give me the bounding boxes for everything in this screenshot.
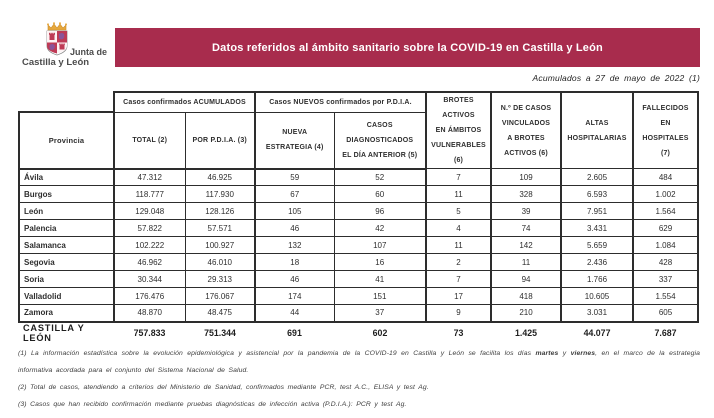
value-cell: 757.833 xyxy=(133,327,166,338)
value-cell: 46.010 xyxy=(185,254,255,271)
header-line: ACTIVOS xyxy=(442,112,475,119)
header-line: HOSPITALARIAS xyxy=(567,134,627,142)
accumulated-date-note: Acumulados a 27 de mayo de 2022 (1) xyxy=(532,73,700,83)
value-cell: 132 xyxy=(255,237,334,254)
header-line: NUEVA xyxy=(282,129,308,137)
value-cell: 751.344 xyxy=(204,327,236,338)
value-cell: 629 xyxy=(633,220,698,237)
group-header-row xyxy=(19,92,698,112)
header-line: FALLECIDOS xyxy=(642,104,689,112)
value-cell: 210 xyxy=(491,305,561,322)
value-cell: 602 xyxy=(372,327,388,338)
col-header-nueva-estrategia xyxy=(255,112,334,168)
value-cell: 128.126 xyxy=(185,203,255,220)
value-cell: 9 xyxy=(426,305,491,322)
value-cell: 7 xyxy=(426,271,491,288)
value-cell: 337 xyxy=(633,271,698,288)
value-cell: 428 xyxy=(633,254,698,271)
col-header-altas-hospitalarias xyxy=(561,92,633,169)
value-cell: 18 xyxy=(255,254,334,271)
col-header-casos-vinculados xyxy=(491,92,561,169)
value-cell: 11 xyxy=(491,254,561,271)
value-cell: 2 xyxy=(426,254,491,271)
corner-spacer xyxy=(19,92,114,112)
table-row xyxy=(19,169,698,186)
table-body xyxy=(19,169,698,343)
value-cell: 48.475 xyxy=(185,305,255,322)
value-cell: 2.436 xyxy=(561,254,633,271)
value-cell: 6.593 xyxy=(561,186,633,203)
value-cell: 1.002 xyxy=(633,186,698,203)
province-name: Soria xyxy=(19,271,114,288)
value-cell: 109 xyxy=(491,169,561,186)
value-cell: 605 xyxy=(633,305,698,322)
province-name: Segovia xyxy=(19,254,114,271)
value-cell: 47.312 xyxy=(114,169,185,186)
table-row xyxy=(19,237,698,254)
province-name: Ávila xyxy=(19,169,114,186)
province-name: Salamanca xyxy=(19,237,114,254)
value-cell: 7.687 xyxy=(654,327,677,338)
value-cell: 44.077 xyxy=(583,327,611,338)
covid-data-table xyxy=(18,91,700,343)
province-name: Zamora xyxy=(19,305,114,322)
header-line: DIAGNOSTICADOS xyxy=(346,136,414,144)
value-cell: 142 xyxy=(491,237,561,254)
footnote-bold-viernes: viernes xyxy=(570,350,596,357)
value-cell: 46.962 xyxy=(114,254,185,271)
value-cell: 3.031 xyxy=(561,305,633,322)
value-cell: 48.870 xyxy=(114,305,185,322)
province-name: Valladolid xyxy=(19,288,114,305)
footnotes xyxy=(18,345,700,413)
value-cell: 59 xyxy=(255,169,334,186)
value-cell: 10.605 xyxy=(561,288,633,305)
value-cell: 1.554 xyxy=(633,288,698,305)
value-cell: 46.925 xyxy=(185,169,255,186)
value-cell: 174 xyxy=(255,288,334,305)
table-row xyxy=(19,186,698,203)
value-cell: 94 xyxy=(491,271,561,288)
value-cell: 52 xyxy=(334,169,426,186)
value-cell: 39 xyxy=(491,203,561,220)
value-cell: 16 xyxy=(334,254,426,271)
total-row xyxy=(19,322,698,343)
value-cell: 176.476 xyxy=(114,288,185,305)
footnote-2: (2) Total de casos, atendiendo a criterios del Ministerio de Sanidad, confirmados mediante PCR, test A.C., ELISA y test Ag. xyxy=(18,384,429,391)
value-cell: 100.927 xyxy=(185,237,255,254)
value-cell: 11 xyxy=(426,186,491,203)
province-name: Burgos xyxy=(19,186,114,203)
value-cell: 107 xyxy=(334,237,426,254)
logo-text-line1: Junta de xyxy=(70,47,108,57)
value-cell: 57.571 xyxy=(185,220,255,237)
value-cell: 29.313 xyxy=(185,271,255,288)
header-line: VINCULADOS xyxy=(501,119,551,127)
value-cell: 129.048 xyxy=(114,203,185,220)
value-cell: 484 xyxy=(633,169,698,186)
header-line: HOSPITALES xyxy=(642,134,689,142)
value-cell: 328 xyxy=(491,186,561,203)
table-row xyxy=(19,254,698,271)
header-line: BROTES xyxy=(443,97,474,104)
value-cell: 5.659 xyxy=(561,237,633,254)
value-cell: 44 xyxy=(255,305,334,322)
col-header-provincia: Provincia xyxy=(19,112,114,168)
header-line: (6) xyxy=(453,157,464,164)
value-cell: 418 xyxy=(491,288,561,305)
col-header-total: TOTAL (2) xyxy=(114,112,185,168)
value-cell: 1.766 xyxy=(561,271,633,288)
value-cell: 691 xyxy=(287,327,302,338)
table-row xyxy=(19,203,698,220)
header-line: EN ÁMBITOS xyxy=(435,127,482,134)
province-name: León xyxy=(19,203,114,220)
col-header-fallecidos xyxy=(633,92,698,169)
footnote-text: , en el marco de la estrategia informativa acordada para el conjunto del Sistema Nacional de Salud. xyxy=(18,350,700,374)
value-cell: 57.822 xyxy=(114,220,185,237)
value-cell: 102.222 xyxy=(114,237,185,254)
province-name: Palencia xyxy=(19,220,114,237)
group-header-nuevos-pdia: Casos NUEVOS confirmados por P.D.I.A. xyxy=(255,92,426,112)
footnote-bold-martes: martes xyxy=(535,350,559,357)
province-name: CASTILLA Y LEÓN xyxy=(23,322,85,343)
header-line: VULNERABLES xyxy=(431,142,486,149)
header-line: ALTAS xyxy=(585,119,609,127)
value-cell: 11 xyxy=(426,237,491,254)
group-header-acumulados: Casos confirmados ACUMULADOS xyxy=(114,92,255,112)
value-cell: 151 xyxy=(334,288,426,305)
value-cell: 30.344 xyxy=(114,271,185,288)
footnote-3: (3) Casos que han recibido confirmación mediante pruebas diagnósticas de infección activa (P.D.I.A.): PCR y test Ag. xyxy=(18,401,407,408)
page-title: Datos referidos al ámbito sanitario sobre la COVID-19 en Castilla y León xyxy=(212,41,603,54)
value-cell: 60 xyxy=(334,186,426,203)
value-cell: 46 xyxy=(255,271,334,288)
value-cell: 74 xyxy=(491,220,561,237)
value-cell: 4 xyxy=(426,220,491,237)
footnote-text: y xyxy=(558,350,571,357)
coat-of-arms-icon xyxy=(46,22,68,56)
value-cell: 2.605 xyxy=(561,169,633,186)
value-cell: 41 xyxy=(334,271,426,288)
header-line: CASOS xyxy=(366,121,393,129)
value-cell: 118.777 xyxy=(114,186,185,203)
value-cell: 42 xyxy=(334,220,426,237)
col-header-por-pdia: POR P.D.I.A. (3) xyxy=(185,112,255,168)
title-banner xyxy=(115,28,700,67)
value-cell: 176.067 xyxy=(185,288,255,305)
header-line: A BROTES xyxy=(507,134,545,142)
value-cell: 37 xyxy=(334,305,426,322)
value-cell: 7.951 xyxy=(561,203,633,220)
value-cell: 1.564 xyxy=(633,203,698,220)
value-cell: 73 xyxy=(453,327,464,338)
header-line: N.º DE CASOS xyxy=(500,104,552,112)
value-cell: 46 xyxy=(255,220,334,237)
header-line: EL DÍA ANTERIOR (5) xyxy=(342,151,418,159)
footnote-text: (1) La información estadística sobre la evolución epidemiológica y asistencial por la pandemia de la COVID-19 en Castilla y León se facilita los días xyxy=(18,350,536,357)
footnote-1 xyxy=(18,345,700,379)
table-row xyxy=(19,288,698,305)
value-cell: 117.930 xyxy=(185,186,255,203)
table-row xyxy=(19,305,698,322)
value-cell: 105 xyxy=(255,203,334,220)
value-cell: 1.084 xyxy=(633,237,698,254)
value-cell: 5 xyxy=(426,203,491,220)
table-row xyxy=(19,220,698,237)
value-cell: 17 xyxy=(426,288,491,305)
value-cell: 1.425 xyxy=(515,327,538,338)
header-line: ACTIVOS (6) xyxy=(504,149,548,157)
header-line: ESTRATEGIA (4) xyxy=(265,144,324,152)
table-row xyxy=(19,271,698,288)
value-cell: 96 xyxy=(334,203,426,220)
value-cell: 67 xyxy=(255,186,334,203)
header-line: EN xyxy=(660,119,671,127)
value-cell: 7 xyxy=(426,169,491,186)
header-line: (7) xyxy=(660,149,671,157)
data-table xyxy=(18,91,699,343)
value-cell: 3.431 xyxy=(561,220,633,237)
logo-text-line2: Castilla y León xyxy=(22,57,90,68)
col-header-brotes-activos xyxy=(426,92,491,169)
col-header-diagnosticados-dia-anterior xyxy=(334,112,426,168)
